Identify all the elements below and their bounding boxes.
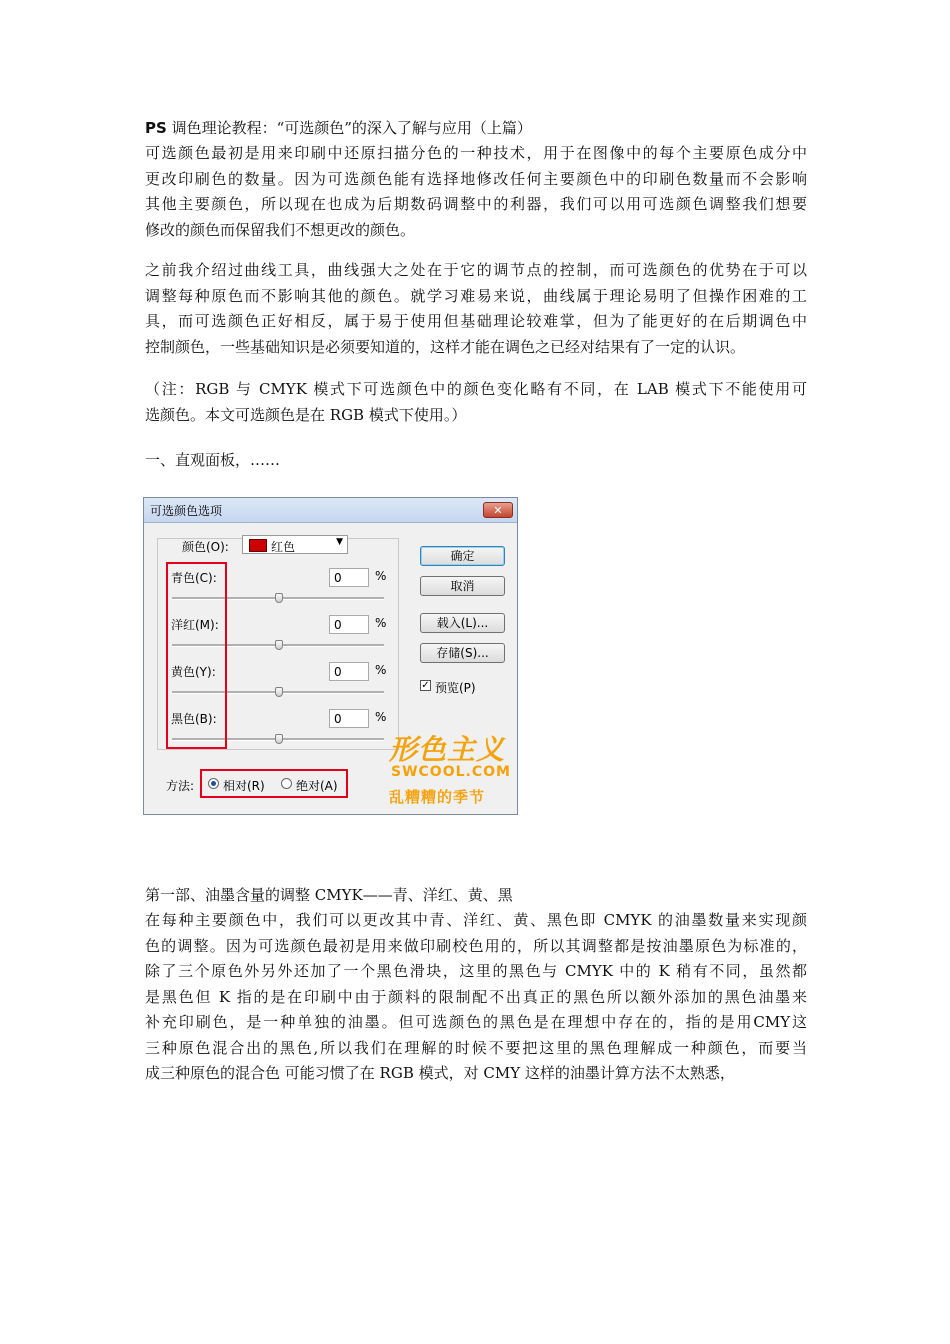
cyan-input [329,568,369,587]
magenta-label: 洋红(M): [171,618,219,632]
yellow-input [329,662,369,681]
selective-color-dialog-image [143,497,518,815]
section-heading-text: 第一部、油墨含量的调整 CMYK——青、洋红、黄、黑 [145,886,513,904]
text-line: 具，而可选颜色正好相反，属于易于使用但基础理论较难掌，但为了能更好的在后期调色中 [145,312,807,330]
magenta-slider-thumb [275,640,283,650]
section-heading-2 [145,883,807,909]
black-input [329,709,369,728]
load-button: 载入(L)... [420,613,505,633]
save-button: 存储(S)... [420,643,505,663]
color-label: 颜色(O): [182,540,229,554]
yellow-label: 黄色(Y): [171,665,216,679]
section-heading-text: 一、直观面板，…… [145,451,281,469]
section-heading-1 [145,448,807,474]
percent-label: % [375,569,387,583]
ok-button: 确定 [420,546,505,566]
text-line: 选颜色。本文可选颜色是在 RGB 模式下使用。） [145,405,467,424]
text-line: 补充印刷色，是一种单独的油墨。但可选颜色的黑色是在理想中存在的，指的是用CMY这 [145,1013,807,1031]
text-line: 色的调整。因为可选颜色最初是用来做印刷校色用的，所以其调整都是按油墨原色为标准的， [145,936,807,955]
dialog-title: 可选颜色选项 [150,504,223,518]
paragraph-intro [145,141,807,243]
color-select [242,535,348,554]
document-title [145,116,807,142]
method-label: 方法: [166,779,195,793]
text-line: （注：RGB 与 CMYK 模式下可选颜色中的颜色变化略有不同，在 LAB 模式下不能使用可 [145,380,807,398]
paragraph-note [145,377,807,428]
text-line: 其他主要颜色，所以现在也成为后期数码调整中的利器，我们可以用可选颜色调整我们想要 [145,195,807,213]
color-select-value: 红色 [271,540,296,554]
yellow-value: 0 [334,665,342,679]
chevron-down-icon: ▼ [336,537,343,547]
percent-label: % [375,663,387,677]
percent-label: % [375,710,387,724]
text-line: 控制颜色，一些基础知识是必须要知道的，这样才能在调色之已经对结果有了一定的认识。 [145,337,746,356]
cancel-button: 取消 [420,576,505,596]
text-line: 之前我介绍过曲线工具，曲线强大之处在于它的调节点的控制，而可选颜色的优势在于可以 [145,261,807,279]
preview-checkbox: ✓ [421,680,430,691]
dialog-titlebar [144,498,517,523]
text-line: 修改的颜色而保留我们不想更改的颜色。 [145,220,416,239]
absolute-radio [281,778,292,789]
yellow-slider-thumb [275,687,283,697]
text-line: 是黑色但 K 指的是在印刷中由于颜料的限制配不出真正的黑色所以额外添加的黑色油墨来 [145,987,807,1006]
highlight-box [166,562,227,749]
black-label: 黑色(B): [171,712,217,726]
close-icon: ✕ [483,502,513,518]
watermark-site: SWCOOL.COM [391,764,511,780]
preview-label: 预览(P) [435,681,476,695]
magenta-value: 0 [334,618,342,632]
paragraph-cmyk [145,908,807,1087]
black-slider-thumb [275,734,283,744]
watermark-slogan: 乱糟糟的季节 [389,788,486,806]
cyan-label: 青色(C): [171,571,217,585]
relative-label: 相对(R) [223,779,265,793]
text-line: 在每种主要颜色中，我们可以更改其中青、洋红、黄、黑色即 CMYK 的油墨数量来实现颜 [145,911,807,929]
cyan-slider-thumb [275,593,283,603]
text-line: 可选颜色最初是用来印刷中还原扫描分色的一种技术，用于在图像中的每个主要原色成分中 [145,144,807,162]
text-line: 更改印刷色的数量。因为可选颜色能有选择地修改任何主要颜色中的印刷色数量而不会影响 [145,169,807,188]
relative-radio [208,778,219,789]
magenta-input [329,615,369,634]
black-value: 0 [334,712,342,726]
text-line: 调整每种原色而不影响其他的颜色。就学习难易来说，曲线属于理论易明了但操作困难的工 [145,286,807,305]
cyan-value: 0 [334,571,342,585]
text-line: 三种原色混合出的黑色,所以我们在理解的时候不要把这里的黑色理解成一种颜色，而要当 [145,1038,807,1057]
red-swatch [249,539,267,552]
title-text: 调色理论教程：“可选颜色”的深入了解与应用（上篇） [166,119,532,137]
percent-label: % [375,616,387,630]
text-line: 成三种原色的混合色 可能习惯了在 RGB 模式，对 CMY 这样的油墨计算方法不太熟悉， [145,1064,735,1082]
paragraph-curves [145,258,807,360]
text-line: 除了三个原色外另外还加了一个黑色滑块，这里的黑色与 CMYK 中的 K 稍有不同，虽然都 [145,962,807,980]
watermark-logo: 形色主义 [389,733,506,766]
absolute-label: 绝对(A) [296,779,338,793]
title-prefix: PS [145,119,167,137]
